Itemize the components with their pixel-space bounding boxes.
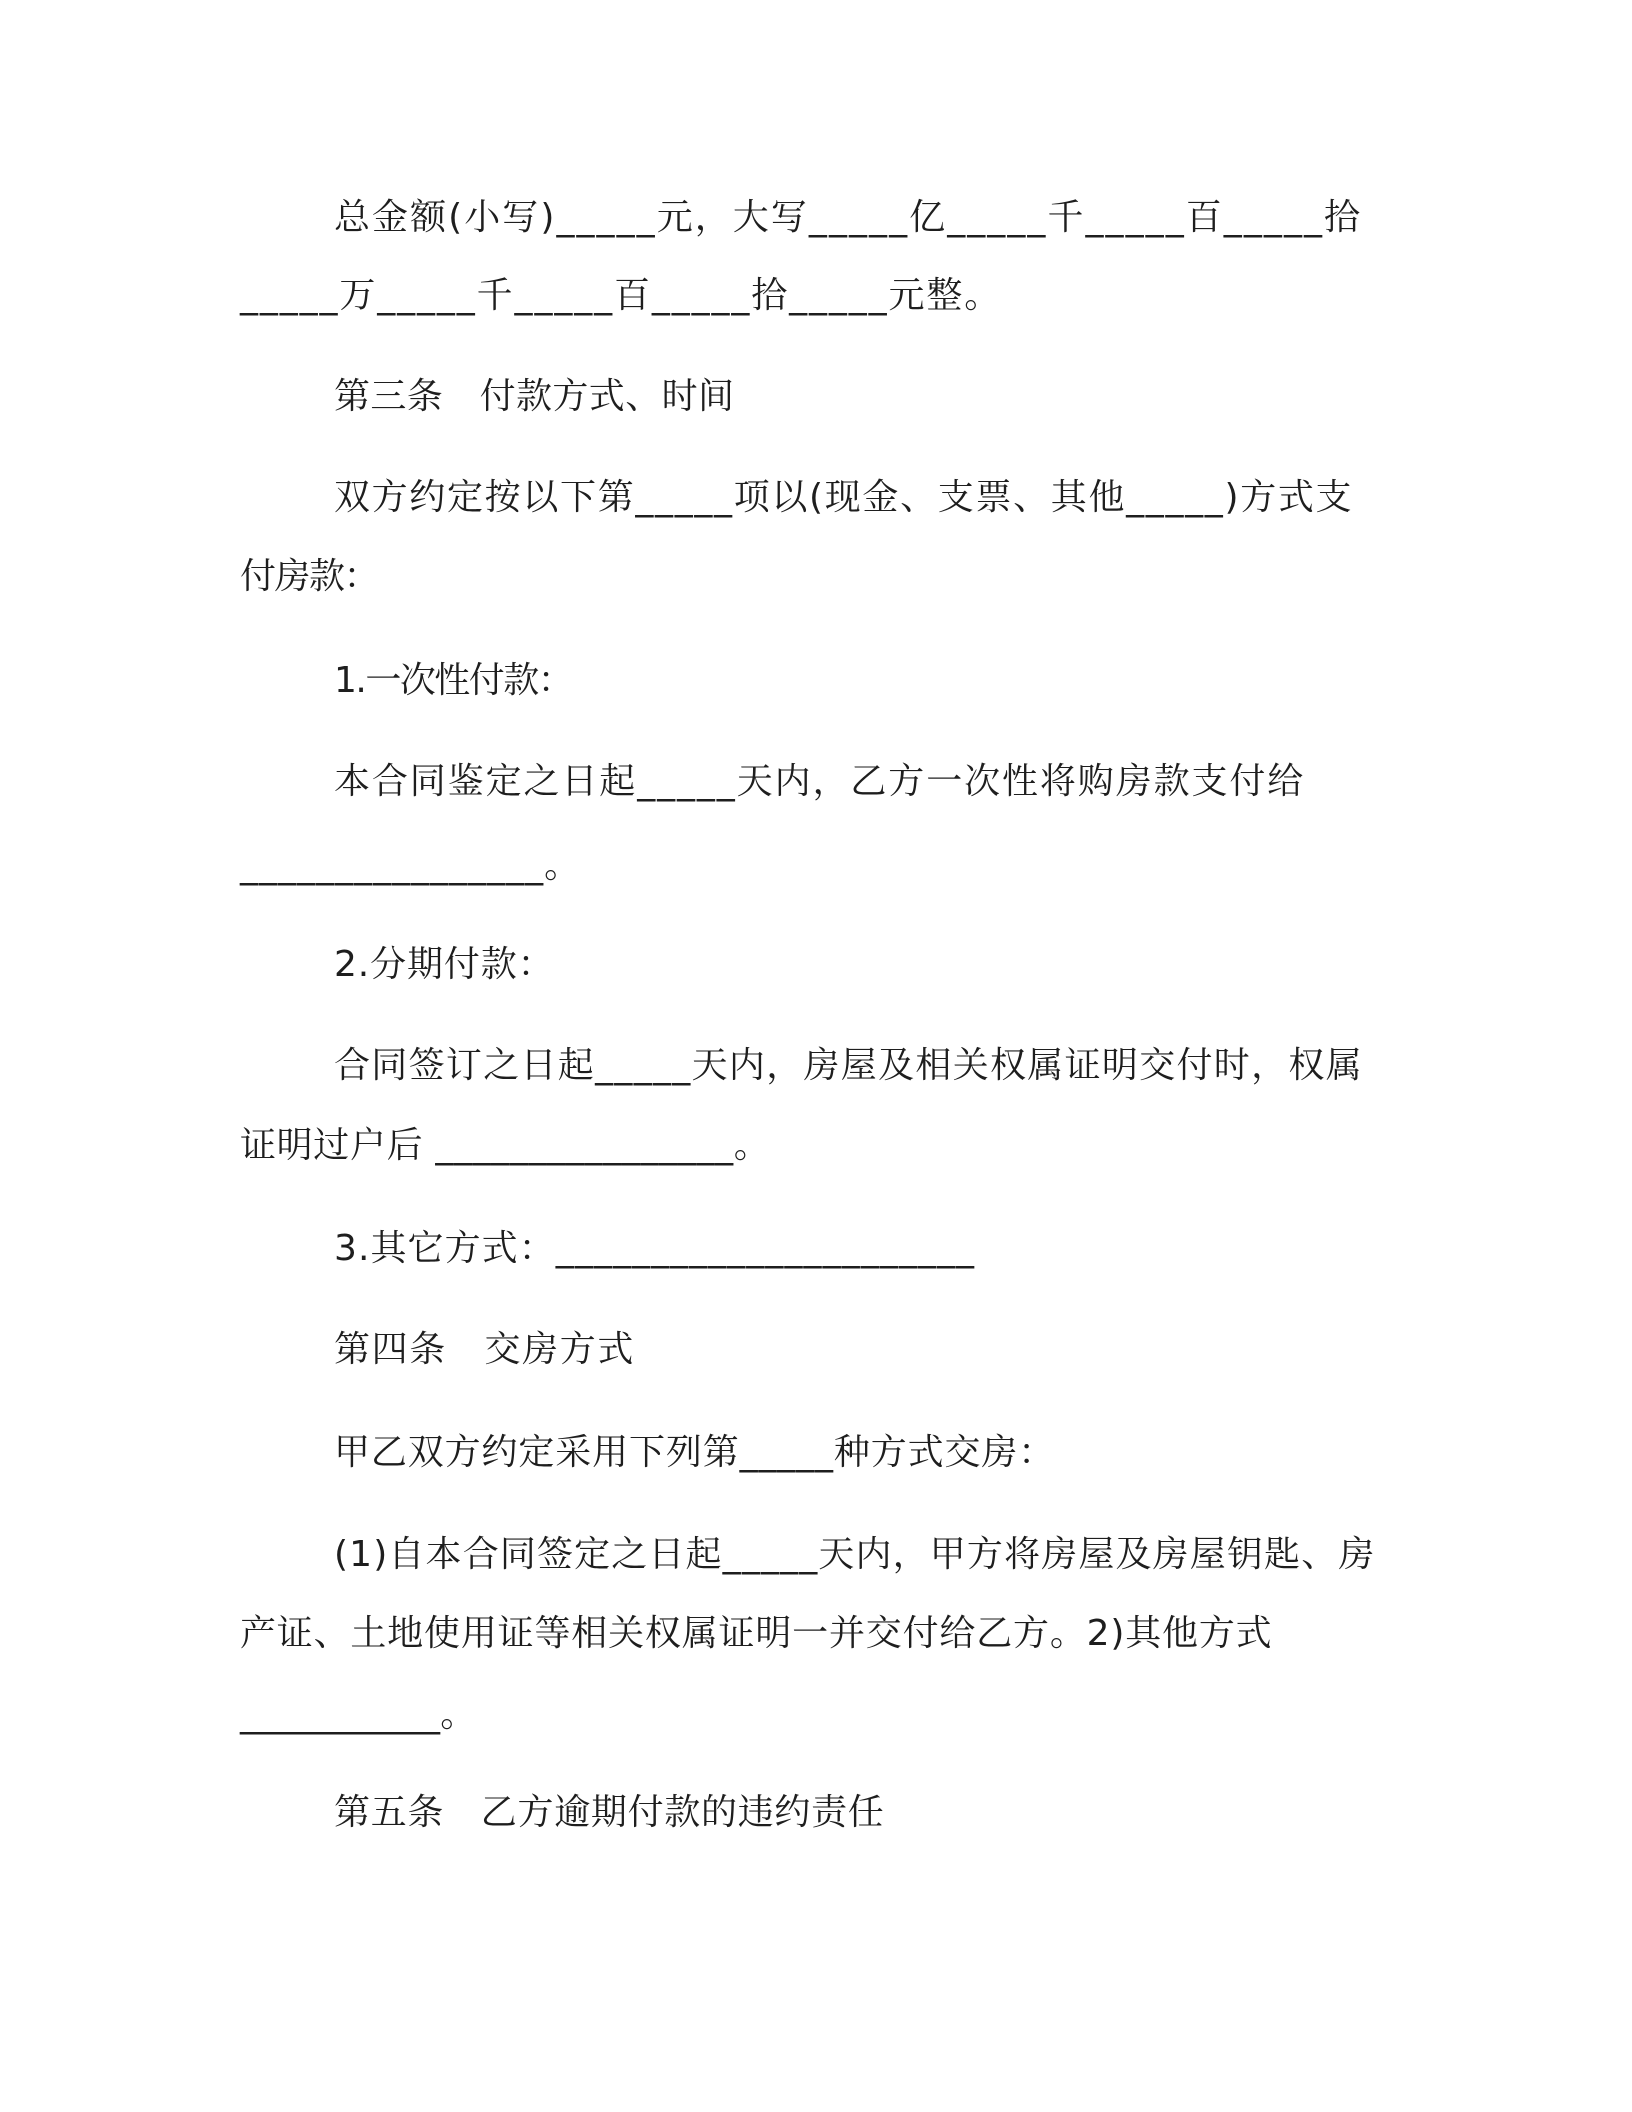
total-amount-line-1: 总金额(小写)_____元，大写_____亿_____千_____百_____拾 <box>334 197 1363 238</box>
lump-sum-heading: 1.一次性付款： <box>334 660 573 701</box>
article-5-heading: 第五条 乙方逾期付款的违约责任 <box>334 1792 885 1833</box>
other-method-line: 3.其它方式：______________________ <box>334 1228 976 1269</box>
delivery-option-1-line-2: 产证、土地使用证等相关权属证明一并交付给乙方。2)其他方式 <box>240 1613 1273 1654</box>
lump-sum-line-2: ________________。 <box>240 845 582 886</box>
payment-method-line-2: 付房款： <box>240 556 379 597</box>
installment-heading: 2.分期付款： <box>334 944 555 985</box>
article-3-heading: 第三条 付款方式、时间 <box>334 376 735 417</box>
payment-method-line-1: 双方约定按以下第_____项以(现金、支票、其他_____)方式支 <box>334 477 1354 518</box>
article-4-heading: 第四条 交房方式 <box>334 1329 636 1370</box>
delivery-option-1-line-1: (1)自本合同签定之日起_____天内，甲方将房屋及房屋钥匙、房 <box>334 1534 1376 1575</box>
lump-sum-line-1: 本合同鉴定之日起_____天内，乙方一次性将购房款支付给 <box>334 761 1306 802</box>
total-amount-line-2: _____万_____千_____百_____拾_____元整。 <box>240 275 1003 316</box>
installment-line-1: 合同签订之日起_____天内，房屋及相关权属证明交付时，权属 <box>334 1045 1363 1086</box>
installment-line-2: 证明过户后 ________________。 <box>240 1125 771 1166</box>
delivery-option-2-blank: ___________。 <box>240 1694 477 1735</box>
delivery-method-line: 甲乙双方约定采用下列第_____种方式交房： <box>334 1432 1056 1473</box>
